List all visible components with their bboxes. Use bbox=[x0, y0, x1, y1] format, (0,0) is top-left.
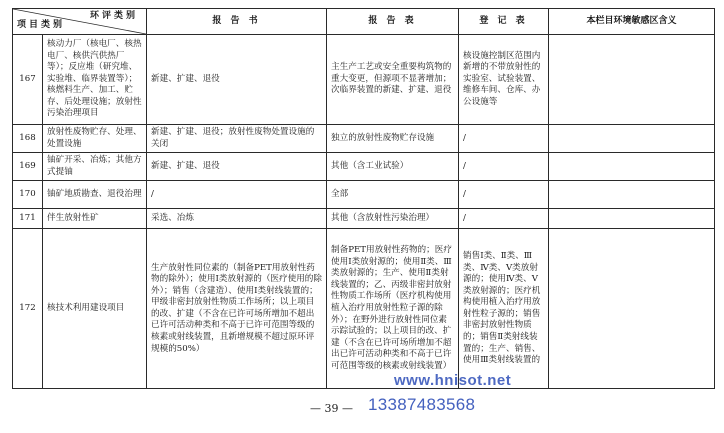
row-number: 169 bbox=[13, 153, 43, 181]
project-category: 伴生放射性矿 bbox=[43, 209, 147, 229]
row-number: 170 bbox=[13, 181, 43, 209]
report-book-cell: 生产放射性同位素的（制备PET用放射性药物的除外）；使用Ⅰ类放射源的（医疗使用的除外）；销售（含建造）、使用Ⅰ类射线装置的；甲级非密封放射性物质工作场所；以上项目的改、扩建（不含在已许可场所增加不超出已许可活动种类和不高于已许可范围等级的核素或射线装置，且新增规模不超过原环评规模的50%） bbox=[147, 229, 327, 389]
project-category: 核技术利用建设项目 bbox=[43, 229, 147, 389]
report-book-cell: 新建、扩建、退役；放射性废物处置设施的关闭 bbox=[147, 125, 327, 153]
report-book-cell: 新建、扩建、退役 bbox=[147, 153, 327, 181]
header-report-form: 报 告 表 bbox=[327, 9, 459, 35]
registration-cell: / bbox=[459, 181, 549, 209]
row-number: 171 bbox=[13, 209, 43, 229]
sensitive-area-cell bbox=[549, 125, 715, 153]
header-report-book: 报 告 书 bbox=[147, 9, 327, 35]
project-category: 铀矿开采、冶炼；其他方式提铀 bbox=[43, 153, 147, 181]
registration-cell: / bbox=[459, 153, 549, 181]
table-row bbox=[13, 153, 715, 181]
project-category: 核动力厂（核电厂、核热电厂、核供汽供热厂等）；反应堆（研究堆、实验堆、临界装置等）；核燃料生产、加工、贮存、后处理设施；放射性污染治理项目 bbox=[43, 35, 147, 125]
report-book-cell: / bbox=[147, 181, 327, 209]
table-row bbox=[13, 181, 715, 209]
table-row bbox=[13, 125, 715, 153]
report-book-cell: 新建、扩建、退役 bbox=[147, 35, 327, 125]
table-row bbox=[13, 35, 715, 125]
registration-cell: / bbox=[459, 209, 549, 229]
report-form-cell: 全部 bbox=[327, 181, 459, 209]
report-form-cell: 独立的放射性废物贮存设施 bbox=[327, 125, 459, 153]
report-form-cell: 主生产工艺或安全重要构筑物的重大变更，但源项不显著增加；次临界装置的新建、扩建、退役 bbox=[327, 35, 459, 125]
header-registration-form: 登 记 表 bbox=[459, 9, 549, 35]
report-form-cell: 制备PET用放射性药物的；医疗使用Ⅰ类放射源的；使用Ⅱ类、Ⅲ类放射源的；生产、使用Ⅱ类射线装置的；乙、丙级非密封放射性物质工作场所（医疗机构使用植入治疗用放射性粒子源的除外）；在野外进行放射性同位素示踪试验的；以上项目的改、扩建（不含在已许可场所增加不超出已许可活动种类和不高于已许可范围等级的核素或射线装置） bbox=[327, 229, 459, 389]
table-header-row bbox=[13, 9, 715, 35]
header-sensitive-area: 本栏目环境敏感区含义 bbox=[549, 9, 715, 35]
header-eia-category: 环评类别 bbox=[89, 11, 138, 21]
report-form-cell: 其他（含工业试验） bbox=[327, 153, 459, 181]
row-number: 167 bbox=[13, 35, 43, 125]
row-number: 172 bbox=[13, 229, 43, 389]
project-category: 铀矿地质勘查、退役治理 bbox=[43, 181, 147, 209]
watermark-phone: 13387483568 bbox=[368, 395, 476, 414]
watermark-url: www.hnisot.net bbox=[394, 372, 512, 389]
diagonal-header-cell bbox=[13, 9, 147, 35]
registration-cell: / bbox=[459, 125, 549, 153]
sensitive-area-cell bbox=[549, 35, 715, 125]
page-number: — 39 — bbox=[310, 402, 353, 415]
table-row bbox=[13, 229, 715, 389]
report-book-cell: 采选、冶炼 bbox=[147, 209, 327, 229]
registration-cell: 核设施控制区范围内新增的不带放射性的实验室、试验装置、维修车间、仓库、办公设施等 bbox=[459, 35, 549, 125]
project-category: 放射性废物贮存、处理、处置设施 bbox=[43, 125, 147, 153]
sensitive-area-cell bbox=[549, 209, 715, 229]
sensitive-area-cell bbox=[549, 181, 715, 209]
row-number: 168 bbox=[13, 125, 43, 153]
report-form-cell: 其他（含放射性污染治理） bbox=[327, 209, 459, 229]
sensitive-area-cell bbox=[549, 229, 715, 389]
header-project-category: 项目类别 bbox=[17, 20, 66, 31]
eia-classification-table bbox=[12, 8, 715, 389]
table-row bbox=[13, 209, 715, 229]
registration-cell: 销售Ⅰ类、Ⅱ类、Ⅲ类、Ⅳ类、Ⅴ类放射源的；使用Ⅳ类、Ⅴ类放射源的；医疗机构使用植入治疗用放射性粒子源的；销售非密封放射性物质的；销售Ⅱ类射线装置的；生产、销售、使用Ⅲ类射线装置的 bbox=[459, 229, 549, 389]
sensitive-area-cell bbox=[549, 153, 715, 181]
